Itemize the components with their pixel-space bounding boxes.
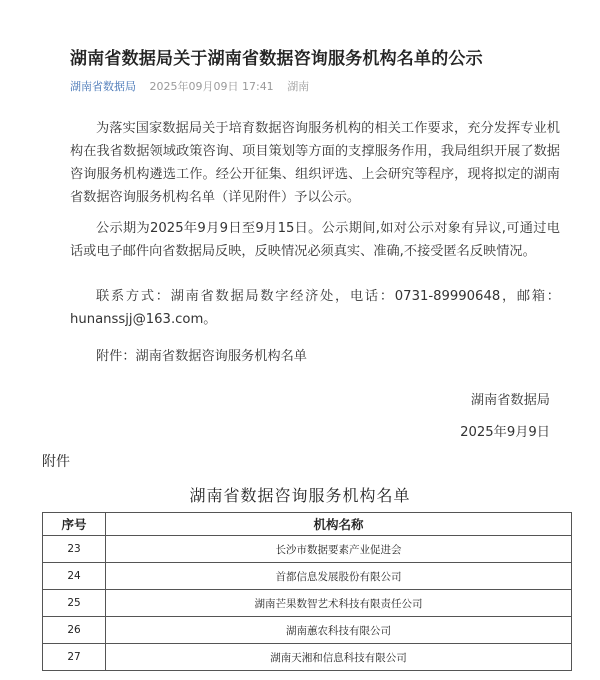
row-number: 23 [43, 536, 106, 563]
table-row [43, 563, 572, 590]
row-number: 25 [43, 590, 106, 617]
table-row [43, 536, 572, 563]
table-row [43, 644, 572, 671]
table-title: 湖南省数据咨询服务机构名单 [189, 486, 411, 505]
body-paragraph-intro: 为落实国家数据局关于培育数据咨询服务机构的相关工作要求，充分发挥专业机构在我省数据领域政策咨询、项目策划等方面的支撑服务作用，我局组织开展了数据咨询服务机构遴选工作。经公开征集、组织评选、上会研究等程序，现将拟定的湖南省数据咨询服务机构名单（详见附件）予以公示。 [70, 121, 560, 205]
institution-table [42, 512, 572, 671]
body-paragraph-attachment: 附件：湖南省数据咨询服务机构名单 [96, 349, 307, 364]
column-header-number: 序号 [43, 513, 106, 536]
signature-date: 2025年9月9日 [460, 425, 550, 440]
article-title: 湖南省数据局关于湖南省数据咨询服务机构名单的公示 [70, 49, 483, 69]
institution-name: 长沙市数据要素产业促进会 [106, 536, 572, 563]
row-number: 27 [43, 644, 106, 671]
column-header-name: 机构名称 [106, 513, 572, 536]
table-row [43, 590, 572, 617]
institution-name: 首都信息发展股份有限公司 [106, 563, 572, 590]
body-paragraph-contact: 联系方式：湖南省数据局数字经济处，电话：0731-89990648，邮箱：hunanssjj@163.com。 [70, 289, 560, 327]
institution-name: 湖南蕙农科技有限公司 [106, 617, 572, 644]
body-paragraph-period: 公示期为2025年9月9日至9月15日。公示期间,如对公示对象有异议,可通过电话或电子邮件向省数据局反映，反映情况必须真实、准确,不接受匿名反映情况。 [70, 221, 560, 259]
table-header-row [43, 513, 572, 536]
row-number: 26 [43, 617, 106, 644]
signature-org: 湖南省数据局 [470, 393, 550, 408]
institution-name: 湖南芒果数智艺术科技有限责任公司 [106, 590, 572, 617]
publish-location: 湖南 [287, 80, 310, 93]
source-link[interactable]: 湖南省数据局 [70, 80, 136, 93]
row-number: 24 [43, 563, 106, 590]
table-row [43, 617, 572, 644]
institution-name: 湖南天湘和信息科技有限公司 [106, 644, 572, 671]
article-meta [70, 78, 319, 94]
attachment-heading: 附件 [42, 454, 70, 470]
publish-datetime: 2025年09月09日 17:41 [149, 80, 274, 93]
